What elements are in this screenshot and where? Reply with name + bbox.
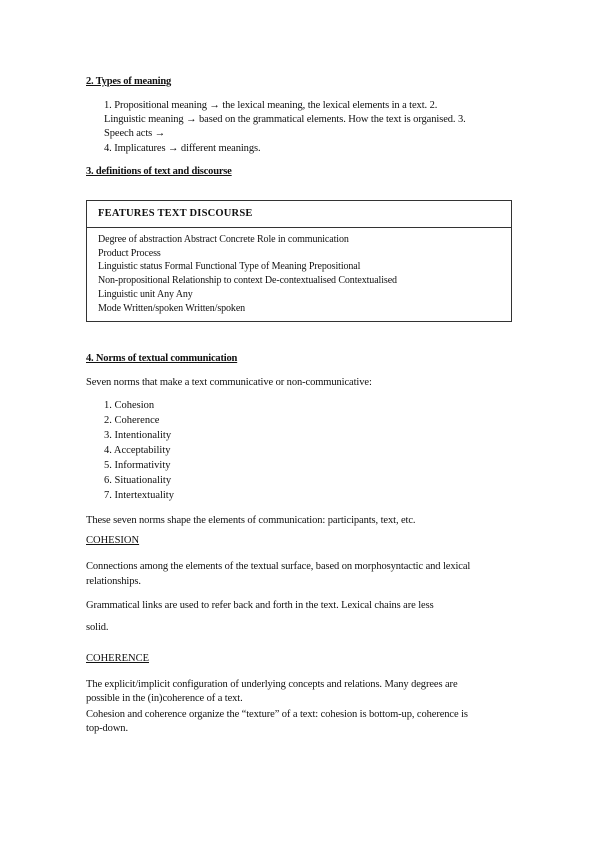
section-2-heading: 2. Types of meaning <box>86 76 172 87</box>
coherence-line-4: top-down. <box>86 723 128 734</box>
list-item: 4. Acceptability <box>104 445 171 456</box>
section-3-heading: 3. definitions of text and discourse <box>86 166 232 177</box>
coherence-line-3: Cohesion and coherence organize the “texture” of a text: cohesion is bottom-up, coherence is <box>86 709 468 720</box>
list-item: 1. Cohesion <box>104 400 155 411</box>
cohesion-paragraph-2-line-1: Grammatical links are used to refer back and forth in the text. Lexical chains are less <box>86 600 434 611</box>
section-4-summary: These seven norms shape the elements of communication: participants, text, etc. <box>86 515 416 526</box>
section-2-line-3: Speech acts → <box>104 128 166 139</box>
table-row: Linguistic unit Any Any <box>98 288 193 300</box>
coherence-line-2: possible in the (in)coherence of a text. <box>86 693 243 704</box>
section-4-heading: 4. Norms of textual communication <box>86 353 238 364</box>
section-2-line-2: Linguistic meaning → based on the grammatical elements. How the text is organised. 3. <box>104 114 466 125</box>
table-header-row <box>87 201 511 228</box>
table-row: Non-propositional Relationship to context De-contextualised Contextualised <box>98 275 397 287</box>
cohesion-label: COHESION <box>86 535 140 546</box>
table-row: Degree of abstraction Abstract Concrete Role in communication <box>98 234 349 245</box>
table-header: FEATURES TEXT DISCOURSE <box>98 208 253 219</box>
list-item: 7. Intertextuality <box>104 490 174 501</box>
table-row: Mode Written/spoken Written/spoken <box>98 302 246 314</box>
section-4-intro: Seven norms that make a text communicative or non-communicative: <box>86 377 372 388</box>
cohesion-paragraph-1-line-1: Connections among the elements of the textual surface, based on morphosyntactic and lexical <box>86 561 471 572</box>
list-item: 3. Intentionality <box>104 430 172 441</box>
section-2-line-4: 4. Implicatures → different meanings. <box>104 143 261 154</box>
norms-list <box>104 398 174 503</box>
list-item: 5. Informativity <box>104 460 171 471</box>
table-row: Linguistic status Formal Functional Type of Meaning Prepositional <box>98 261 361 273</box>
section-2-line-1: 1. Propositional meaning → the lexical meaning, the lexical elements in a text. 2. <box>104 100 438 111</box>
cohesion-paragraph-2-line-2: solid. <box>86 622 109 633</box>
coherence-label: COHERENCE <box>86 653 149 664</box>
cohesion-paragraph-1-line-2: relationships. <box>86 576 141 587</box>
coherence-line-1: The explicit/implicit configuration of underlying concepts and relations. Many degrees are <box>86 679 458 690</box>
list-item: 2. Coherence <box>104 415 160 426</box>
table-row: Product Process <box>98 247 161 259</box>
list-item: 6. Situationality <box>104 475 172 486</box>
table-body <box>98 233 397 315</box>
features-table <box>86 200 512 322</box>
